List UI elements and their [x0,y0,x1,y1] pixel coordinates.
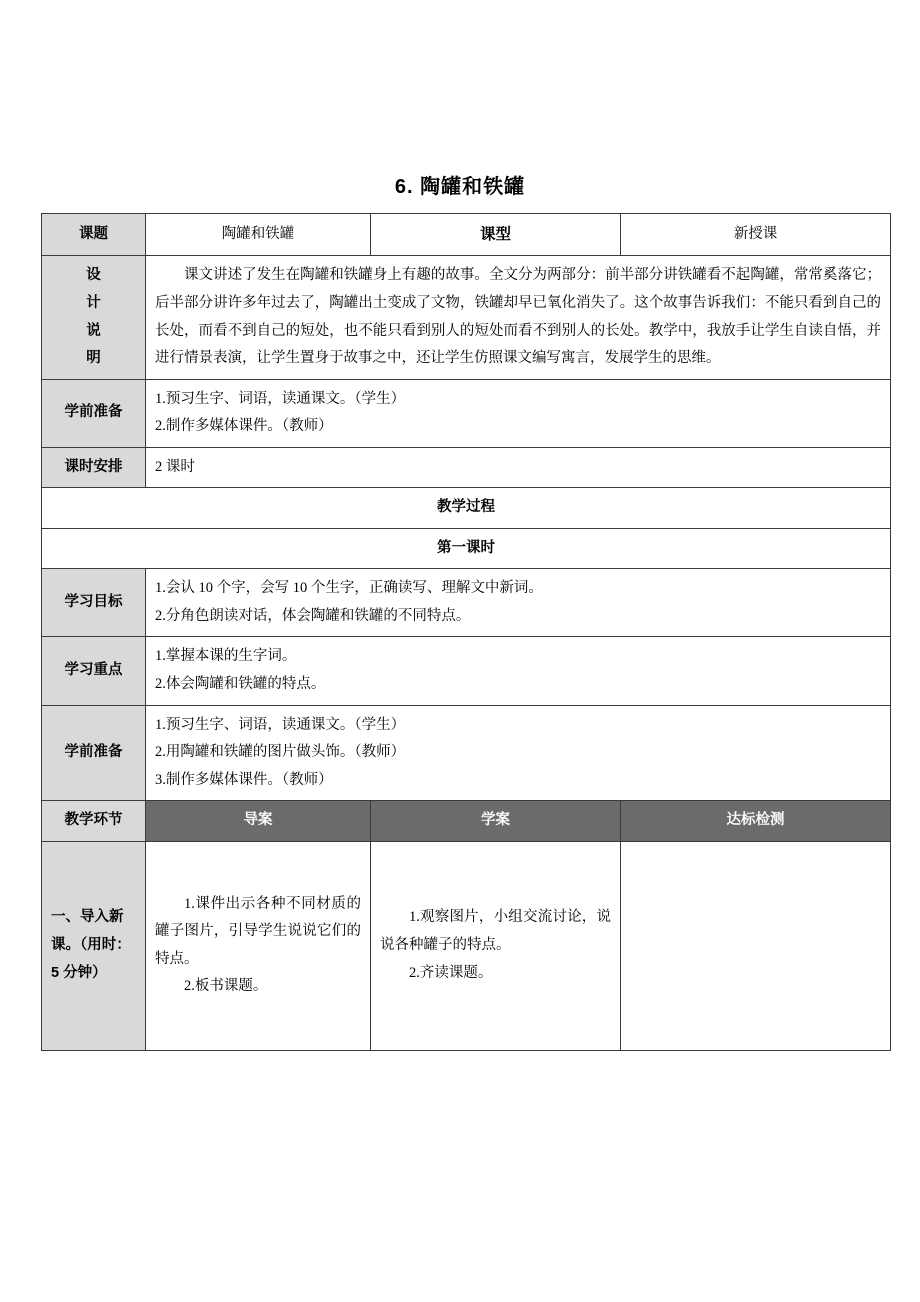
list-item: 1.掌握本课的生字词。 [155,648,297,665]
stage-1-teacher-plan [146,841,371,1050]
lesson-plan-table [41,213,891,1051]
prep-2-items [146,705,891,801]
goals-items [146,569,891,637]
section-teaching-process: 教学过程 [42,488,891,529]
focus-items [146,637,891,705]
prep-2-label: 学前准备 [42,705,146,801]
table-row-prep-1 [42,379,891,447]
design-note-label-char-4: 明 [86,350,101,367]
list-item: 3.制作多媒体课件。（教师） [155,771,333,788]
table-row-process-header [42,488,891,529]
design-note-label-char-3: 说 [86,322,101,339]
list-item: 1.预习生字、词语，读通课文。（学生） [155,716,406,733]
subject-label: 课题 [42,214,146,256]
table-row-goals [42,569,891,637]
table-row-focus [42,637,891,705]
stage-1-label: 一、导入新课。（用时：5 分钟） [42,841,146,1050]
list-item: 1.观察图片，小组交流讨论，说说各种罐子的特点。 [380,909,611,953]
periods-label: 课时安排 [42,447,146,488]
column-header-student-plan: 学案 [371,801,621,842]
column-header-assessment: 达标检测 [621,801,891,842]
stage-1-student-plan [371,841,621,1050]
list-item: 2.体会陶罐和铁罐的特点。 [155,676,326,692]
table-row-stage-1 [42,841,891,1050]
section-period-one: 第一课时 [42,528,891,569]
goals-label: 学习目标 [42,569,146,637]
list-item: 2.用陶罐和铁罐的图片做头饰。（教师） [155,744,406,761]
column-header-teacher-plan: 导案 [146,801,371,842]
design-note-label-char-2: 计 [86,294,101,311]
list-item: 2.分角色朗读对话，体会陶罐和铁罐的不同特点。 [155,607,471,624]
table-row-periods [42,447,891,488]
stage-1-assessment [621,841,891,1050]
list-item: 2.齐读课题。 [409,964,493,981]
design-note-text: 课文讲述了发生在陶罐和铁罐身上有趣的故事。全文分为两部分：前半部分讲铁罐看不起陶罐，常常奚落它；后半部分讲许多年过去了，陶罐出土变成了文物，铁罐却早已氧化消失了。这个故事告诉我们：不能只看到自己的长处，而看不到自己的短处，也不能只看到别人的短处而看不到别人的长处。教学中，我放手让学生自读自悟，并进行情景表演，让学生置身于故事之中，还让学生仿照课文编写寓言，发展学生的思维。 [146,256,891,379]
list-item: 1.课件出示各种不同材质的罐子图片，引导学生说说它们的特点。 [155,895,361,967]
list-item: 1.预习生字、词语，读通课文。（学生） [155,390,406,407]
list-item: 2.板书课题。 [184,978,268,995]
table-row-period1-header [42,528,891,569]
table-row-design [42,256,891,379]
focus-label: 学习重点 [42,637,146,705]
periods-value: 2 课时 [146,447,891,488]
list-item: 2.制作多媒体课件。（教师） [155,418,333,435]
column-header-stage: 教学环节 [42,801,146,842]
page-title: 6. 陶罐和铁罐 [394,176,526,198]
design-note-label-char-1: 设 [86,267,101,284]
subject-value: 陶罐和铁罐 [146,214,371,256]
table-row-subject [42,214,891,256]
design-note-label [42,256,146,379]
table-row-column-headers [42,801,891,842]
lesson-type-label: 课型 [371,214,621,256]
prep-1-items [146,379,891,447]
list-item: 1.会认 10 个字，会写 10 个生字，正确读写、理解文中新词。 [155,580,543,597]
prep-1-label: 学前准备 [42,379,146,447]
lesson-type-value: 新授课 [621,214,891,256]
table-row-prep-2 [42,705,891,801]
